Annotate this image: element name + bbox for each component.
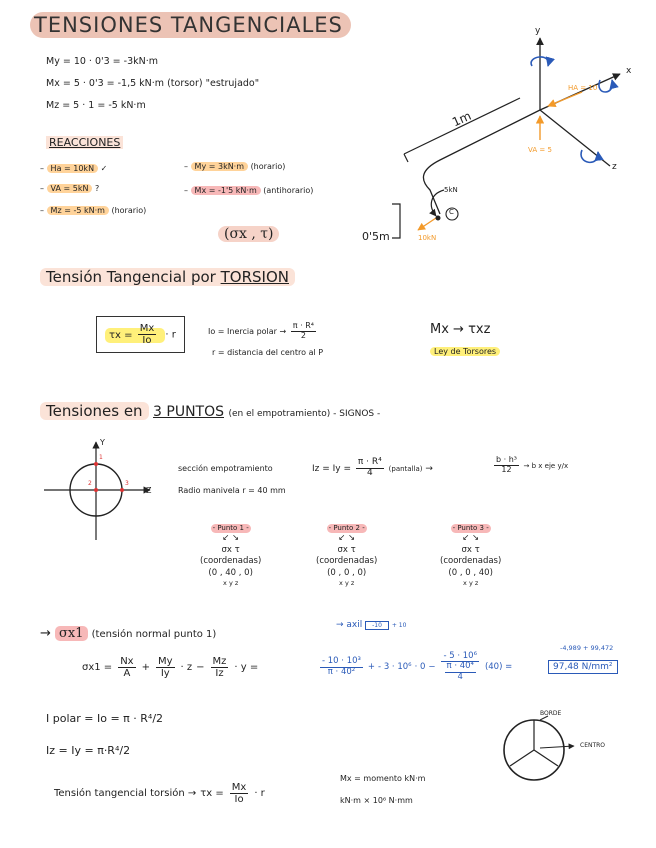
- sigma-result: 97,48 N/mm²: [548, 660, 618, 674]
- radio-manivela: Radio manivela r = 40 mm: [178, 486, 286, 495]
- result-partial: -4,989 + 99,472: [560, 644, 614, 652]
- punto-3-block: - Punto 3 - ↙ ↘ σx τ (coordenadas) (0 , 0 , 40) x y z: [440, 524, 502, 588]
- puntos-heading: Tensiones en 3 PUNTOS (en el empotramiento) - SIGNOS -: [40, 402, 380, 420]
- point-c-label: C: [449, 208, 454, 216]
- punto-1-block: - Punto 1 - ↙ ↘ σx τ (coordenadas) (0 , 40 , 0) x y z: [200, 524, 262, 588]
- axis-z-label: z: [612, 162, 617, 172]
- reaction-ha: – Ha = 10kN ✓: [40, 164, 108, 173]
- punto-2-block: - Punto 2 - ↙ ↘ σx τ (coordenadas) (0 , 0 , 0) x y z: [316, 524, 378, 588]
- seccion-empotramiento: sección empotramiento: [178, 464, 273, 473]
- sigma-equation: σx1 = $\frac{Nx}{A}$ + $\frac{My}{Iy}$ · z − $\frac{Mz}{Iz}$ · y =: [82, 656, 259, 679]
- ha-diagram-label: HA = 10: [568, 84, 598, 92]
- centro-label: CENTRO: [580, 742, 606, 749]
- va-diagram-label: VA = 5: [528, 146, 552, 154]
- axil-note: → axil -10 + 10: [336, 620, 407, 630]
- io-description: Io = Inercia polar → $\frac{\text{π · R⁴}}{2}$: [208, 321, 314, 340]
- force-5kn-label: 5kN: [444, 186, 458, 194]
- reacciones-heading: REACCIONES: [46, 136, 123, 149]
- moment-my: My = 10 · 0'3 = -3kN·m: [46, 56, 159, 67]
- axis-y-label: y: [535, 26, 541, 36]
- kn-conversion: kN·m × 10⁶ N·mm: [340, 796, 413, 805]
- iz-iy-formula: Iz = Iy = π·R⁴/2: [46, 744, 131, 757]
- dist-05m-label: 0'5m: [362, 230, 390, 243]
- ipolar-formula: I polar = Io = π · R⁴/2: [46, 712, 164, 725]
- inercia-formula: Iz = Iy = $\frac{\text{π · R⁴}}{4}$ (pantalla) →: [312, 457, 433, 478]
- length-1m-label: 1m: [449, 108, 474, 130]
- reaction-my: – My = 3kN·m (horario): [184, 162, 286, 171]
- rect-inertia: $\frac{\text{b · h³}}{12}$ → b x eje y/x: [496, 455, 569, 474]
- moment-mx: Mx = 5 · 0'3 = -1,5 kN·m (torsor) "estrujado": [46, 78, 260, 89]
- ley-torsores: Ley de Torsores: [430, 347, 500, 356]
- r-description: r = distancia del centro al P: [212, 348, 324, 357]
- moment-mz: Mz = 5 · 1 = -5 kN·m: [46, 100, 146, 111]
- sigma-numeric: $\frac{\text{- 10 · 10³}}{\text{π · 40²}}$ + - 3 · 10⁶ · 0 − $\frac{\text{- 5 · 10⁶}}{\frac{\text{π · 40⁴}}{4}}$ (40) =: [322, 651, 513, 682]
- tension-tangencial-formula: Tensión tangencial torsión → τx = $\frac{Mx}{Io}$ · r: [54, 782, 265, 805]
- point-3-label: 3: [125, 480, 129, 487]
- page-title: TENSIONES TANGENCIALES: [30, 12, 351, 38]
- reaction-mx: – Mx = -1'5 kN·m (antihorario): [184, 186, 314, 195]
- torsion-heading: Tensión Tangencial por TORSION: [40, 268, 295, 286]
- sigma-heading: → σx1 (tensión normal punto 1): [40, 626, 217, 641]
- reaction-mz: – Mz = -5 kN·m (horario): [40, 206, 147, 215]
- borde-label: BORDE: [540, 710, 562, 717]
- torsion-formula-box: τx = $\frac{Mx}{Io}$ · r: [96, 316, 185, 353]
- point-1-label: 1: [99, 454, 103, 461]
- circle-z-label: Z: [146, 486, 152, 495]
- mx-tau-relation: Mx → τxz: [430, 322, 491, 337]
- circle-y-label: Y: [100, 438, 105, 447]
- mx-definition: Mx = momento kN·m: [340, 774, 426, 783]
- point-2-label: 2: [88, 480, 92, 487]
- force-10kn-label: 10kN: [418, 234, 437, 242]
- reaction-va: – VA = 5kN ?: [40, 184, 100, 193]
- axis-x-label: x: [626, 66, 632, 76]
- sigma-tau-pair: (σx , τ): [218, 226, 279, 242]
